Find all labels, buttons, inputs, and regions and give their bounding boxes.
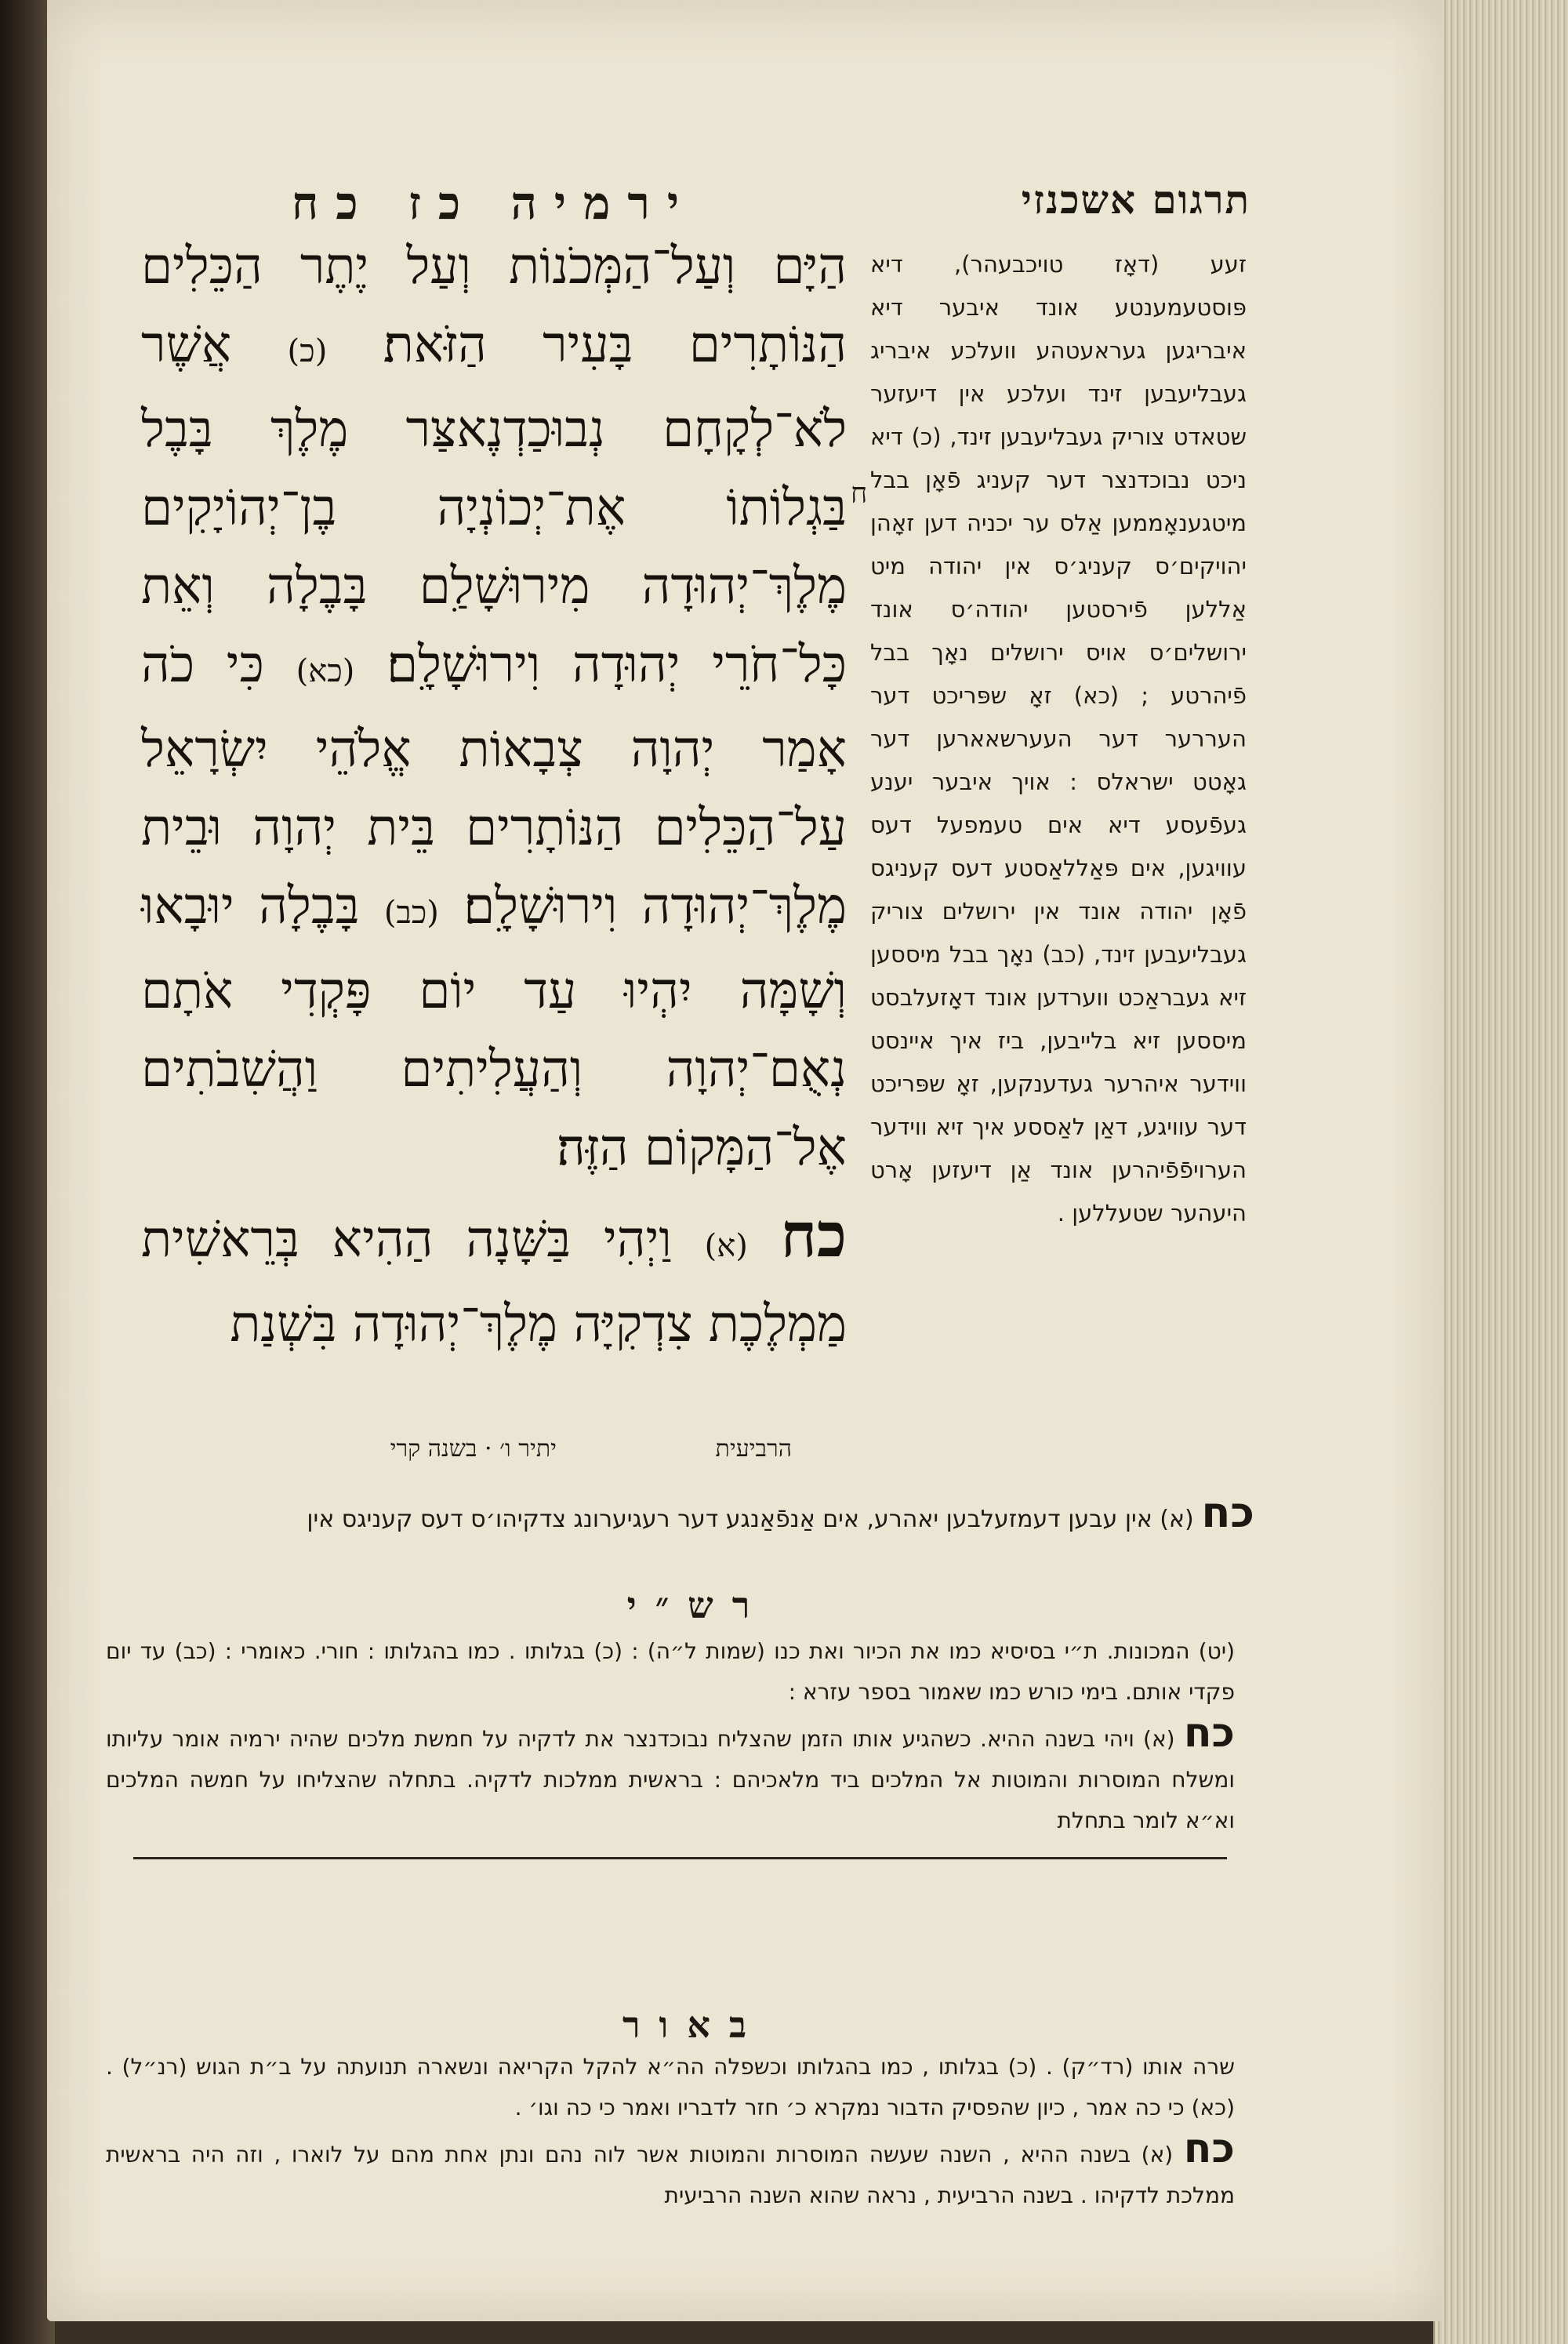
page-running-title: ירמיה כז כח [291, 176, 697, 230]
chapter-marker: כח [1183, 1710, 1235, 1757]
commentary-paragraph [106, 2125, 1235, 2216]
bible-verse [141, 1197, 847, 1364]
verse-number: (כא) [296, 653, 355, 689]
translation-text: (א) אין עבען דעמזעלבען יאהרע, אים אַנפֿאַנגע דער רעגיערונג צדקיהו׳ס דעס קעניגס אין [307, 1506, 1194, 1533]
verse-number: (כ) [287, 333, 328, 369]
margin-letter: ח [851, 478, 868, 510]
chapter-marker: כח [1183, 2125, 1235, 2172]
commentary-paragraph [106, 1710, 1235, 1841]
book-page [47, 0, 1443, 2321]
chapter-marker: כח [780, 1200, 848, 1271]
verse-text: בָּבֶלָה יוּבָאוּ וְשָׁמָּה יִהְיוּ עַד יוֹם פָּקְדִי אֹתָם נְאֻם־יְהוָה וְהַעֲלִיתִים וַהֲשִׁבֹתִים אֶל־הַמָּקוֹם הַזֶּה׃ [141, 878, 847, 1177]
commentary-paragraph: שרה אותו (רד״ק) . (כ) בגלותו , כמו בהגלותו וכשפלה הה״א להקל הקריאה ונשארה תנועתה על ב״ת הגוש (רנ״ל) . (כא) כי כה אמר , כיון שהפסיק הדבור נמקרא כ׳ חזר לדבריו ואמר כי כה וגו׳ . [106, 2054, 1235, 2121]
translation-column: זעע (דאָז טויכבעהר), דיא פּוסטעמענטע אונד איבער דיא איבריגען געראעטהע וועלכע איבריג געבליעבען זינד ועלכע אין דיעזער שטאדט צוריק געבליעבען זינד, (כ) דיא ניכט נבוכדנצר דער קעניג פֿאָן בבל מיטגענאָממען אַלס ער יכניה דען זאָהן יהויקים׳ס קעניג׳ס אין יהודה מיט אַללען פֿירסטען יהודה׳ס אונד ירושלים׳ס אויס ירושלים נאָך בבל פֿיהרטע ; (כא) זאָ שפּריכט דער העררער דער העערשאארען דער גאָטט ישראלס : אויך איבער יענע געפֿעסע דיא אים טעמפעל דעס עוויגען, אים פּאַללאַסטע דעס קעניגס פֿאָן יהודה אונד אין ירושלים צוריק געבליעבען זינד, (כב) נאָך בבל מיססען זיא געבראַכט ווערדען אונד דאָזעלבסט מיססען זיא בלייבען, ביז איך איינסט ווידער איהרער געדענקען, זאָ שפּריכט דער עוויגע, דאַן לאַססע איך זיא ווידער הערויפֿפֿיהרען אונד אַן דיעזען אָרט היעהער שטעללען . [870, 251, 1247, 1227]
commentary-paragraph: (יט) המכונות. ת״י בסיסיא כמו את הכיור ואת כנו (שמות ל״ה) : (כ) בגלותו . כמו בהגלותו : חורי. כאומרי : (כב) עד יום פקדי אותם. בימי כורש כמו שאמור בספר עזרא : [106, 1638, 1235, 1705]
verse-number: (א) [704, 1228, 748, 1264]
note-right: הרביעית [715, 1435, 792, 1463]
verse-text: אֲשֶׁר לֹא־לְקָחָם נְבוּכַדְנֶאצַּר מֶלֶךְ בָּבֶל בַּגְלוֹתוֹ אֶת־יְכוֹנְיָה בֶן־יְהוֹיָקִים מֶלֶךְ־יְהוּדָה מִירוּשָׁלִַם בָּבֶלָה וְאֵת כָּל־חֹרֵי יְהוּדָה וִירוּשָׁלִָם׃ [141, 316, 848, 694]
rashi-title: רש״י [626, 1584, 769, 1626]
commentary-text: (א) ויהי בשנה ההיא. כשהגיע אותו הזמן שהצליח נבוכדנצר את לדקיה על חמשת מלכים שהיה ירמיה אומר עליותו ומשלח המוסרות והמוטות אל המלכים ביד מלאכיהם : בראשית ממלכות לדקיה. בתחלה שהצליחו על חמשה המלכים וא״א לומר בתחלת [106, 1726, 1235, 1833]
bible-verse [141, 227, 847, 1187]
biur-commentary [106, 2047, 1235, 2216]
section-divider [133, 1857, 1227, 1859]
verse-text: וַיְהִי בַּשָּׁנָה הַהִיא בְּרֵאשִׁית מַמְלֶכֶת צִדְקִיָּה מֶלֶךְ־יְהוּדָה בִּשְׁנַת [141, 1211, 847, 1354]
translation-header: תרגום אשכנזי [1021, 176, 1250, 223]
page-edges [1433, 0, 1568, 2344]
translation-continuation [161, 1488, 1254, 1539]
verse-text: כִּי כֹה אָמַר יְהוָה צְבָאוֹת אֱלֹהֵי יִשְׂרָאֵל עַל־הַכֵּלִים הַנּוֹתָרִים בֵּית יְהוָה וּבֵית מֶלֶךְ־יְהוּדָה וִירוּשָׁלִָם׃ [141, 636, 848, 936]
rashi-commentary [106, 1631, 1235, 1841]
commentary-text: (א) בשנה ההיא , השנה שעשה המוסרות והמוטות אשר לוה נהם ונתן אחת מהם על לוארו , וזה היה בראשית ממלכת לדקיהו . בשנה הרביעית , נראה שהוא השנה הרביעית [106, 2142, 1235, 2208]
biur-title: באור [622, 2004, 766, 2046]
bible-text-column [141, 227, 847, 1364]
masorah-notes [180, 1435, 792, 1463]
chapter-marker: כח [1201, 1488, 1254, 1537]
verse-number: (כב) [383, 895, 439, 931]
note-left: יתיר ו׳ · בשנה קרי [390, 1435, 557, 1463]
verse-text: הַיָּם וְעַל־הַמְּכֹנוֹת וְעַל יֶתֶר הַכֵּלִים הַנּוֹתָרִים בָּעִיר הַזֹּאת׃ [141, 238, 848, 374]
